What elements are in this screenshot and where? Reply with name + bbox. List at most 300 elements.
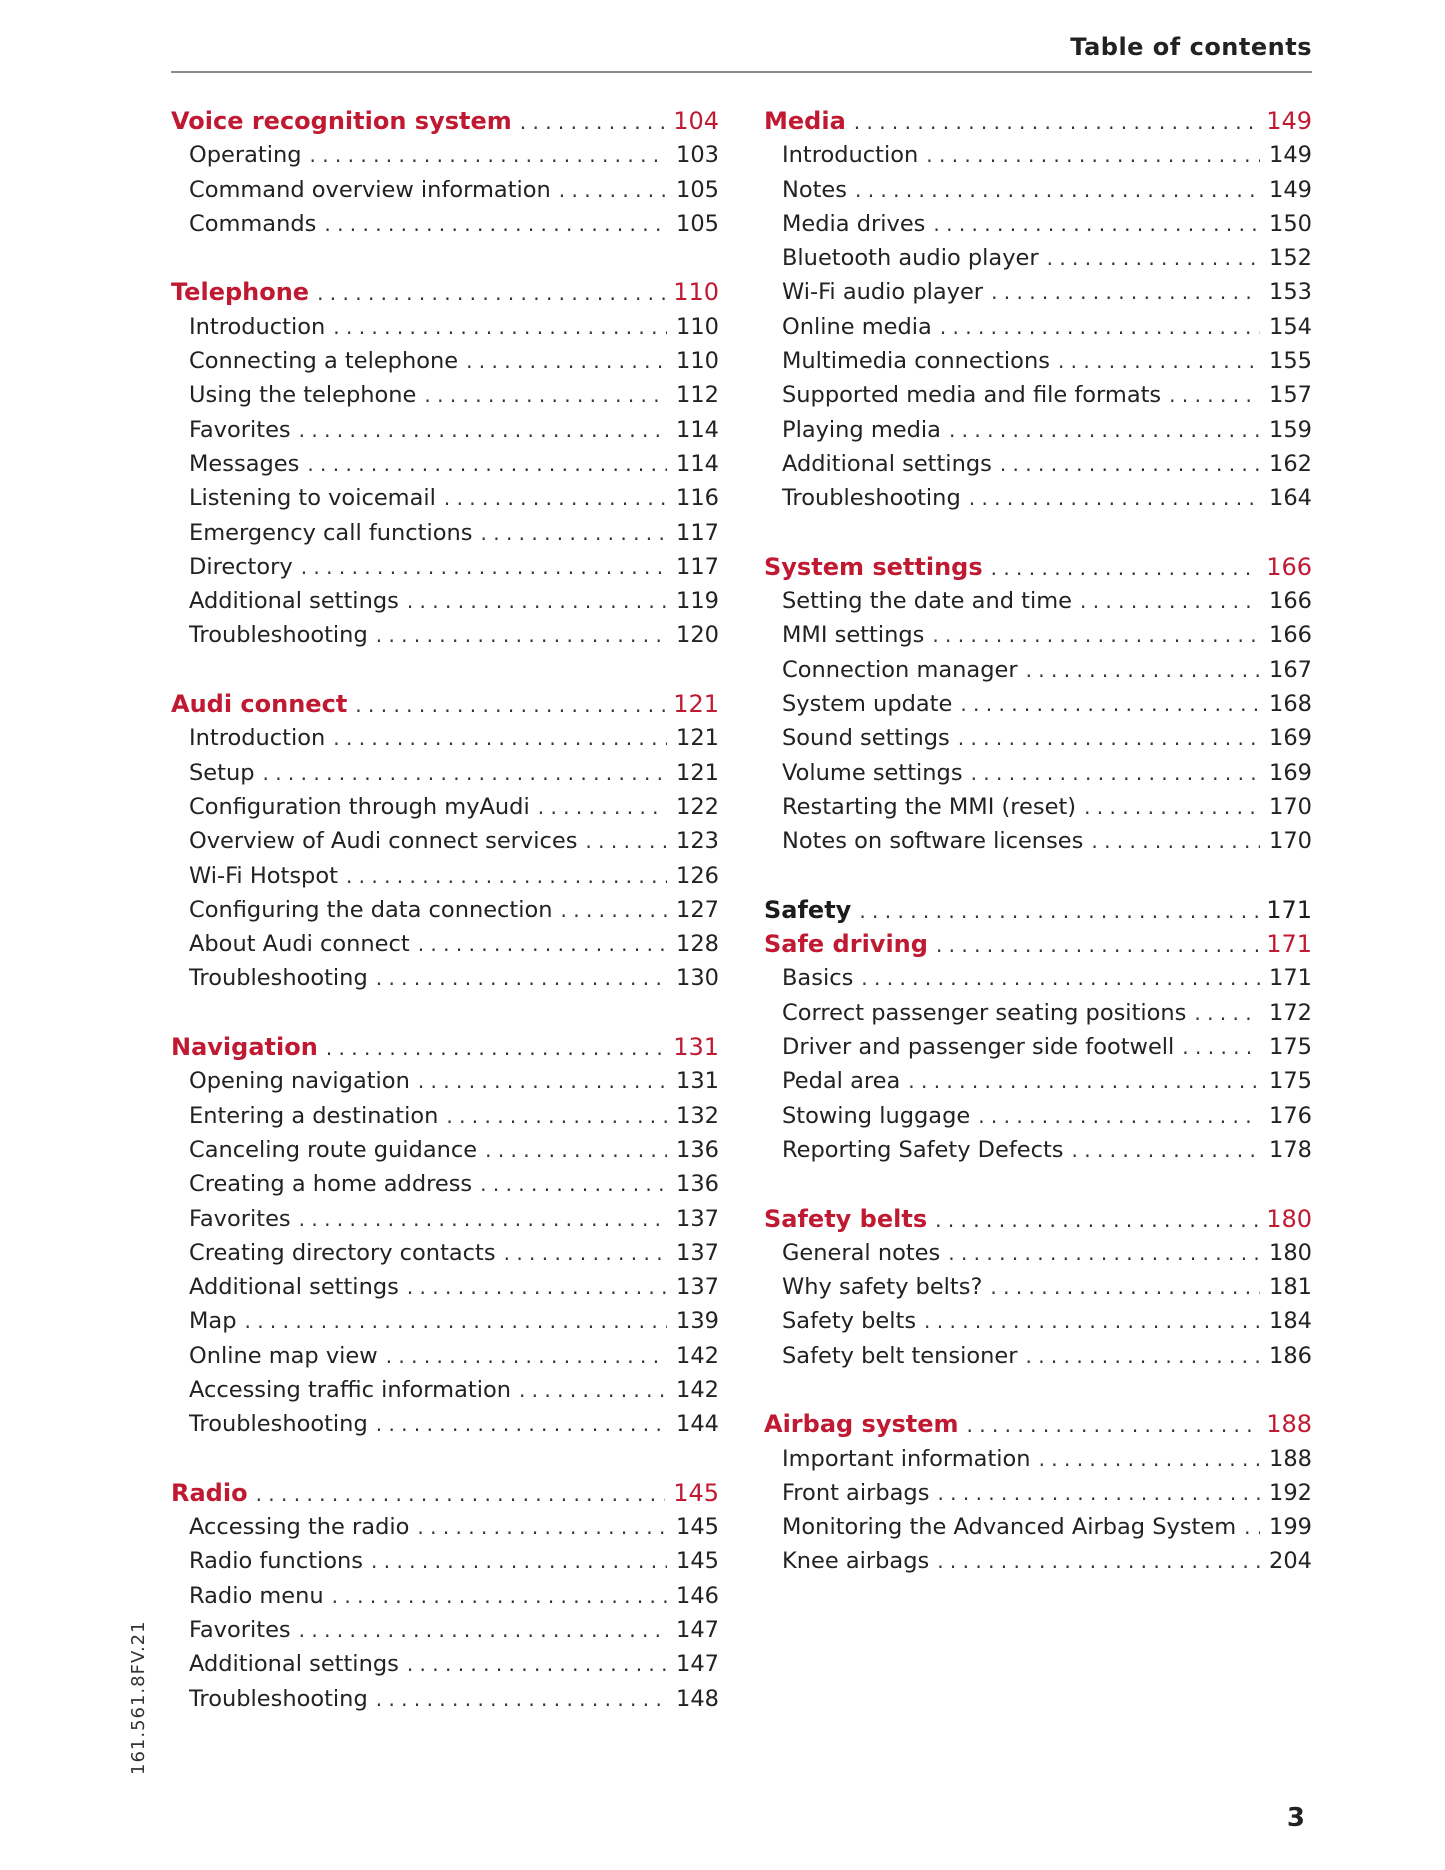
toc-entry-page: 167: [1269, 656, 1312, 683]
dot-leader: [446, 1099, 667, 1133]
toc-entry-page: 168: [1269, 691, 1312, 718]
toc-entry-label: Pedal area: [764, 1064, 908, 1098]
toc-entry-page: 181: [1269, 1274, 1312, 1301]
dot-leader: [978, 1099, 1260, 1133]
toc-entry-page: 110: [676, 348, 719, 375]
toc-entry-label: Troubleshooting: [171, 1682, 376, 1716]
toc-entry-page: 149: [1269, 142, 1312, 169]
toc-chapter-entry[interactable]: [764, 893, 1312, 927]
header-divider: [171, 71, 1312, 73]
dot-leader: [958, 721, 1260, 755]
toc-entry-page: 188: [1269, 1445, 1312, 1472]
toc-entry-label: Listening to voicemail: [171, 481, 444, 515]
toc-entry-label: Telephone: [171, 275, 317, 309]
dot-leader: [386, 1339, 667, 1373]
toc-entry-label: Safety belt tensioner: [764, 1339, 1026, 1373]
toc-section-entry[interactable]: [171, 1682, 719, 1716]
toc-section-entry[interactable]: [764, 618, 1312, 652]
dot-leader: [355, 688, 665, 722]
toc-chapter-entry[interactable]: [171, 687, 719, 721]
toc-entry-page: 178: [1269, 1136, 1312, 1163]
toc-entry-label: Radio functions: [171, 1544, 371, 1578]
dot-leader: [1169, 378, 1260, 412]
dot-leader: [859, 894, 1258, 928]
dot-leader: [1084, 790, 1260, 824]
toc-entry-page: 170: [1269, 828, 1312, 855]
toc-section-entry[interactable]: [171, 756, 719, 790]
toc-entry-label: Accessing the radio: [171, 1510, 417, 1544]
toc-entry-page: 171: [1266, 895, 1312, 924]
toc-section-entry[interactable]: [764, 1339, 1312, 1373]
toc-chapter-entry[interactable]: [764, 104, 1312, 138]
toc-entry-page: 159: [1269, 416, 1312, 443]
toc-section-entry[interactable]: [764, 1030, 1312, 1064]
toc-entry-page: 176: [1269, 1102, 1312, 1129]
toc-entry-label: Additional settings: [764, 447, 1000, 481]
toc-entry-label: Map: [171, 1304, 244, 1338]
toc-section-entry[interactable]: [764, 241, 1312, 275]
toc-entry-label: Monitoring the Advanced Airbag System: [764, 1510, 1244, 1544]
dot-leader: [990, 1270, 1260, 1304]
toc-entry-page: 136: [676, 1136, 719, 1163]
toc-entry-page: 184: [1269, 1308, 1312, 1335]
toc-section-entry[interactable]: [171, 927, 719, 961]
toc-entry-label: Operating: [171, 138, 310, 172]
dot-leader: [407, 1647, 667, 1681]
toc-section-entry[interactable]: [764, 378, 1312, 412]
toc-section-entry[interactable]: [171, 1236, 719, 1270]
dot-leader: [485, 1133, 667, 1167]
toc-entry-label: Emergency call functions: [171, 516, 481, 550]
dot-leader: [519, 1373, 667, 1407]
toc-entry-label: Directory: [171, 550, 301, 584]
toc-entry-page: 175: [1269, 1068, 1312, 1095]
toc-gap: [171, 241, 719, 275]
dot-leader: [332, 1579, 667, 1613]
dot-leader: [299, 413, 667, 447]
toc-entry-page: 150: [1269, 210, 1312, 237]
toc-section-entry[interactable]: [764, 1099, 1312, 1133]
toc-entry-label: Audi connect: [171, 687, 355, 721]
toc-entry-label: Why safety belts?: [764, 1270, 990, 1304]
toc-entry-label: Media drives: [764, 207, 933, 241]
toc-entry-page: 148: [676, 1685, 719, 1712]
toc-chapter-entry[interactable]: [171, 1476, 719, 1510]
toc-section-entry[interactable]: [171, 1064, 719, 1098]
toc-right-column: [764, 104, 1312, 1579]
toc-section-entry[interactable]: [171, 516, 719, 550]
toc-section-entry[interactable]: [171, 138, 719, 172]
toc-section-entry[interactable]: [764, 1442, 1312, 1476]
dot-leader: [933, 207, 1260, 241]
toc-section-entry[interactable]: [171, 1647, 719, 1681]
toc-entry-label: Creating a home address: [171, 1167, 480, 1201]
toc-left-column: [171, 104, 719, 1716]
dot-leader: [991, 275, 1260, 309]
toc-entry-page: 131: [673, 1033, 719, 1062]
toc-entry-label: Online map view: [171, 1339, 386, 1373]
toc-entry-label: Radio: [171, 1476, 256, 1510]
toc-entry-page: 103: [676, 142, 719, 169]
toc-section-entry[interactable]: [171, 1510, 719, 1544]
toc-entry-page: 132: [676, 1102, 719, 1129]
dot-leader: [299, 1613, 667, 1647]
toc-section-entry[interactable]: [171, 173, 719, 207]
toc-entry-label: Setup: [171, 756, 263, 790]
toc-section-entry[interactable]: [171, 1544, 719, 1578]
toc-section-entry[interactable]: [171, 447, 719, 481]
toc-entry-page: 130: [676, 965, 719, 992]
toc-entry-label: Safety belts: [764, 1202, 935, 1236]
dot-leader: [908, 1064, 1260, 1098]
toc-entry-label: Introduction: [171, 721, 333, 755]
toc-entry-label: Commands: [171, 207, 324, 241]
dot-leader: [1244, 1510, 1260, 1544]
document-code: 161.561.8FV.21: [128, 1620, 149, 1775]
toc-entry-label: Airbag system: [764, 1407, 967, 1441]
dot-leader: [301, 550, 667, 584]
toc-entry-label: Introduction: [171, 310, 333, 344]
toc-section-entry[interactable]: [171, 961, 719, 995]
toc-section-entry[interactable]: [171, 344, 719, 378]
toc-entry-page: 149: [1269, 176, 1312, 203]
toc-section-entry[interactable]: [764, 790, 1312, 824]
toc-section-entry[interactable]: [764, 1064, 1312, 1098]
toc-section-entry[interactable]: [171, 1339, 719, 1373]
dot-leader: [324, 207, 667, 241]
dot-leader: [371, 1544, 667, 1578]
toc-entry-page: 145: [673, 1478, 719, 1507]
toc-entry-label: System settings: [764, 550, 991, 584]
toc-entry-page: 137: [676, 1205, 719, 1232]
toc-entry-label: Volume settings: [764, 756, 971, 790]
toc-entry-page: 127: [676, 896, 719, 923]
toc-entry-label: Favorites: [171, 1613, 299, 1647]
toc-entry-label: General notes: [764, 1236, 948, 1270]
toc-chapter-entry[interactable]: [171, 1030, 719, 1064]
dot-leader: [924, 1304, 1260, 1338]
dot-leader: [969, 481, 1260, 515]
dot-leader: [949, 413, 1260, 447]
toc-entry-label: System update: [764, 687, 960, 721]
toc-section-entry[interactable]: [764, 1476, 1312, 1510]
toc-entry-label: Voice recognition system: [171, 104, 520, 138]
toc-entry-label: Wi-Fi audio player: [764, 275, 991, 309]
toc-entry-page: 136: [676, 1171, 719, 1198]
dot-leader: [333, 310, 667, 344]
toc-entry-label: Overview of Audi connect services: [171, 824, 585, 858]
toc-section-entry[interactable]: [764, 1133, 1312, 1167]
toc-section-entry[interactable]: [171, 1613, 719, 1647]
toc-chapter-entry[interactable]: [764, 1407, 1312, 1441]
toc-entry-label: Troubleshooting: [764, 481, 969, 515]
toc-entry-page: 170: [1269, 793, 1312, 820]
toc-entry-label: Entering a destination: [171, 1099, 446, 1133]
toc-entry-label: Additional settings: [171, 1270, 407, 1304]
toc-entry-page: 121: [673, 690, 719, 719]
toc-entry-label: Notes: [764, 173, 855, 207]
dot-leader: [1000, 447, 1260, 481]
toc-section-entry[interactable]: [171, 721, 719, 755]
toc-entry-label: Bluetooth audio player: [764, 241, 1047, 275]
toc-section-entry[interactable]: [171, 207, 719, 241]
toc-section-entry[interactable]: [171, 1099, 719, 1133]
dot-leader: [376, 618, 667, 652]
toc-section-entry[interactable]: [171, 859, 719, 893]
toc-entry-label: Troubleshooting: [171, 618, 376, 652]
toc-entry-page: 105: [676, 210, 719, 237]
dot-leader: [326, 1031, 665, 1065]
toc-section-entry[interactable]: [764, 1304, 1312, 1338]
toc-gap: [764, 516, 1312, 550]
toc-section-entry[interactable]: [764, 413, 1312, 447]
toc-section-entry[interactable]: [764, 584, 1312, 618]
dot-leader: [444, 481, 667, 515]
toc-entry-label: Safe driving: [764, 927, 936, 961]
toc-entry-label: Favorites: [171, 413, 299, 447]
dot-leader: [407, 584, 667, 618]
toc-entry-label: Canceling route guidance: [171, 1133, 485, 1167]
toc-section-entry[interactable]: [171, 1167, 719, 1201]
toc-chapter-entry[interactable]: [764, 927, 1312, 961]
dot-leader: [559, 173, 667, 207]
toc-entry-label: Troubleshooting: [171, 1407, 376, 1441]
toc-section-entry[interactable]: [764, 961, 1312, 995]
toc-entry-label: Creating directory contacts: [171, 1236, 504, 1270]
toc-entry-label: Radio menu: [171, 1579, 332, 1613]
toc-section-entry[interactable]: [764, 138, 1312, 172]
toc-section-entry[interactable]: [764, 1270, 1312, 1304]
toc-section-entry[interactable]: [764, 310, 1312, 344]
toc-entry-label: Command overview information: [171, 173, 559, 207]
toc-section-entry[interactable]: [171, 790, 719, 824]
toc-entry-label: About Audi connect: [171, 927, 418, 961]
toc-entry-label: Troubleshooting: [171, 961, 376, 995]
dot-leader: [417, 1510, 667, 1544]
toc-section-entry[interactable]: [764, 447, 1312, 481]
toc-section-entry[interactable]: [171, 1579, 719, 1613]
toc-entry-label: Sound settings: [764, 721, 958, 755]
toc-section-entry[interactable]: [764, 756, 1312, 790]
dot-leader: [520, 105, 665, 139]
toc-section-entry[interactable]: [171, 1407, 719, 1441]
toc-entry-page: 139: [676, 1308, 719, 1335]
toc-entry-page: 153: [1269, 279, 1312, 306]
toc-entry-page: 116: [676, 485, 719, 512]
toc-entry-label: Media: [764, 104, 854, 138]
toc-entry-label: Safety: [764, 893, 859, 927]
toc-entry-page: 180: [1266, 1204, 1312, 1233]
dot-leader: [244, 1304, 667, 1338]
toc-entry-label: Additional settings: [171, 584, 407, 618]
toc-entry-page: 142: [676, 1376, 719, 1403]
dot-leader: [861, 961, 1260, 995]
toc-entry-page: 104: [673, 107, 719, 135]
toc-entry-page: 131: [676, 1068, 719, 1095]
dot-leader: [538, 790, 667, 824]
toc-section-entry[interactable]: [171, 824, 719, 858]
toc-entry-page: 166: [1269, 588, 1312, 615]
toc-entry-page: 110: [673, 278, 719, 307]
toc-entry-page: 121: [676, 725, 719, 752]
toc-section-entry[interactable]: [764, 721, 1312, 755]
toc-entry-page: 204: [1269, 1548, 1312, 1575]
toc-entry-label: Multimedia connections: [764, 344, 1058, 378]
dot-leader: [960, 687, 1260, 721]
toc-section-entry[interactable]: [764, 653, 1312, 687]
toc-entry-label: Configuring the data connection: [171, 893, 561, 927]
dot-leader: [376, 1682, 667, 1716]
toc-section-entry[interactable]: [764, 173, 1312, 207]
toc-entry-label: Setting the date and time: [764, 584, 1080, 618]
toc-entry-page: 119: [676, 588, 719, 615]
dot-leader: [561, 893, 667, 927]
toc-section-entry[interactable]: [171, 1270, 719, 1304]
dot-leader: [299, 1202, 667, 1236]
toc-entry-page: 186: [1269, 1342, 1312, 1369]
toc-entry-page: 188: [1266, 1410, 1312, 1439]
toc-section-entry[interactable]: [171, 1304, 719, 1338]
dot-leader: [1026, 653, 1260, 687]
toc-section-entry[interactable]: [171, 1133, 719, 1167]
dot-leader: [948, 1236, 1260, 1270]
toc-section-entry[interactable]: [764, 1510, 1312, 1544]
toc-entry-page: 166: [1266, 552, 1312, 581]
toc-entry-label: Accessing traffic information: [171, 1373, 519, 1407]
toc-entry-page: 122: [676, 793, 719, 820]
toc-section-entry[interactable]: [764, 1544, 1312, 1578]
toc-entry-page: 147: [676, 1651, 719, 1678]
toc-entry-label: Notes on software licenses: [764, 824, 1091, 858]
toc-entry-label: Safety belts: [764, 1304, 924, 1338]
toc-section-entry[interactable]: [764, 687, 1312, 721]
dot-leader: [1072, 1133, 1260, 1167]
toc-entry-label: Messages: [171, 447, 307, 481]
toc-entry-label: Online media: [764, 310, 940, 344]
dot-leader: [971, 756, 1260, 790]
toc-entry-label: Connecting a telephone: [171, 344, 466, 378]
dot-leader: [1091, 824, 1260, 858]
toc-section-entry[interactable]: [171, 1373, 719, 1407]
toc-entry-page: 192: [1269, 1479, 1312, 1506]
dot-leader: [481, 516, 667, 550]
dot-leader: [926, 138, 1260, 172]
toc-gap: [764, 1167, 1312, 1201]
dot-leader: [967, 1408, 1259, 1442]
toc-entry-label: Favorites: [171, 1202, 299, 1236]
toc-section-entry[interactable]: [764, 275, 1312, 309]
toc-entry-label: Configuration through myAudi: [171, 790, 538, 824]
toc-entry-page: 146: [676, 1582, 719, 1609]
toc-entry-label: Connection manager: [764, 653, 1026, 687]
toc-entry-page: 144: [676, 1411, 719, 1438]
dot-leader: [1026, 1339, 1261, 1373]
toc-entry-label: Stowing luggage: [764, 1099, 978, 1133]
dot-leader: [333, 721, 667, 755]
toc-gap: [171, 1442, 719, 1476]
toc-section-entry[interactable]: [764, 1236, 1312, 1270]
toc-entry-page: 142: [676, 1342, 719, 1369]
toc-entry-label: Knee airbags: [764, 1544, 937, 1578]
toc-entry-page: 162: [1269, 450, 1312, 477]
dot-leader: [1047, 241, 1260, 275]
toc-entry-page: 199: [1269, 1514, 1312, 1541]
toc-chapter-entry[interactable]: [764, 1202, 1312, 1236]
toc-gap: [171, 996, 719, 1030]
toc-entry-label: Correct passenger seating positions: [764, 996, 1194, 1030]
toc-section-entry[interactable]: [171, 618, 719, 652]
toc-entry-label: Opening navigation: [171, 1064, 418, 1098]
toc-entry-page: 180: [1269, 1239, 1312, 1266]
toc-section-entry[interactable]: [171, 481, 719, 515]
dot-leader: [376, 1407, 667, 1441]
toc-entry-label: Playing media: [764, 413, 949, 447]
dot-leader: [466, 344, 667, 378]
toc-entry-page: 149: [1266, 107, 1312, 135]
toc-entry-page: 169: [1269, 759, 1312, 786]
toc-section-entry[interactable]: [764, 824, 1312, 858]
toc-entry-label: Additional settings: [171, 1647, 407, 1681]
toc-entry-page: 112: [676, 382, 719, 409]
toc-entry-page: 157: [1269, 382, 1312, 409]
toc-entry-page: 123: [676, 828, 719, 855]
toc-entry-page: 147: [676, 1617, 719, 1644]
toc-chapter-entry[interactable]: [171, 275, 719, 309]
toc-entry-page: 137: [676, 1274, 719, 1301]
dot-leader: [1182, 1030, 1260, 1064]
toc-entry-label: MMI settings: [764, 618, 932, 652]
toc-section-entry[interactable]: [171, 1202, 719, 1236]
dot-leader: [940, 310, 1260, 344]
toc-section-entry[interactable]: [764, 344, 1312, 378]
toc-gap: [171, 653, 719, 687]
toc-section-entry[interactable]: [171, 378, 719, 412]
toc-entry-label: Introduction: [764, 138, 926, 172]
toc-section-entry[interactable]: [171, 893, 719, 927]
toc-section-entry[interactable]: [764, 996, 1312, 1030]
toc-entry-page: 145: [676, 1548, 719, 1575]
toc-section-entry[interactable]: [171, 584, 719, 618]
toc-entry-label: Wi-Fi Hotspot: [171, 859, 346, 893]
dot-leader: [256, 1477, 666, 1511]
dot-leader: [310, 138, 668, 172]
toc-section-entry[interactable]: [764, 481, 1312, 515]
toc-entry-label: Driver and passenger side footwell: [764, 1030, 1182, 1064]
toc-entry-page: 121: [676, 759, 719, 786]
toc-section-entry[interactable]: [171, 310, 719, 344]
dot-leader: [317, 276, 665, 310]
toc-chapter-entry[interactable]: [171, 104, 719, 138]
toc-chapter-entry[interactable]: [764, 550, 1312, 584]
toc-entry-label: Navigation: [171, 1030, 326, 1064]
dot-leader: [418, 927, 667, 961]
dot-leader: [1080, 584, 1260, 618]
toc-section-entry[interactable]: [764, 207, 1312, 241]
dot-leader: [935, 1203, 1258, 1237]
toc-section-entry[interactable]: [171, 413, 719, 447]
toc-entry-page: 145: [676, 1514, 719, 1541]
dot-leader: [407, 1270, 667, 1304]
toc-gap: [764, 1373, 1312, 1407]
dot-leader: [937, 1544, 1260, 1578]
dot-leader: [855, 173, 1260, 207]
toc-entry-page: 155: [1269, 348, 1312, 375]
toc-entry-page: 154: [1269, 313, 1312, 340]
toc-entry-page: 126: [676, 862, 719, 889]
dot-leader: [932, 618, 1260, 652]
toc-section-entry[interactable]: [171, 550, 719, 584]
dot-leader: [854, 105, 1258, 139]
